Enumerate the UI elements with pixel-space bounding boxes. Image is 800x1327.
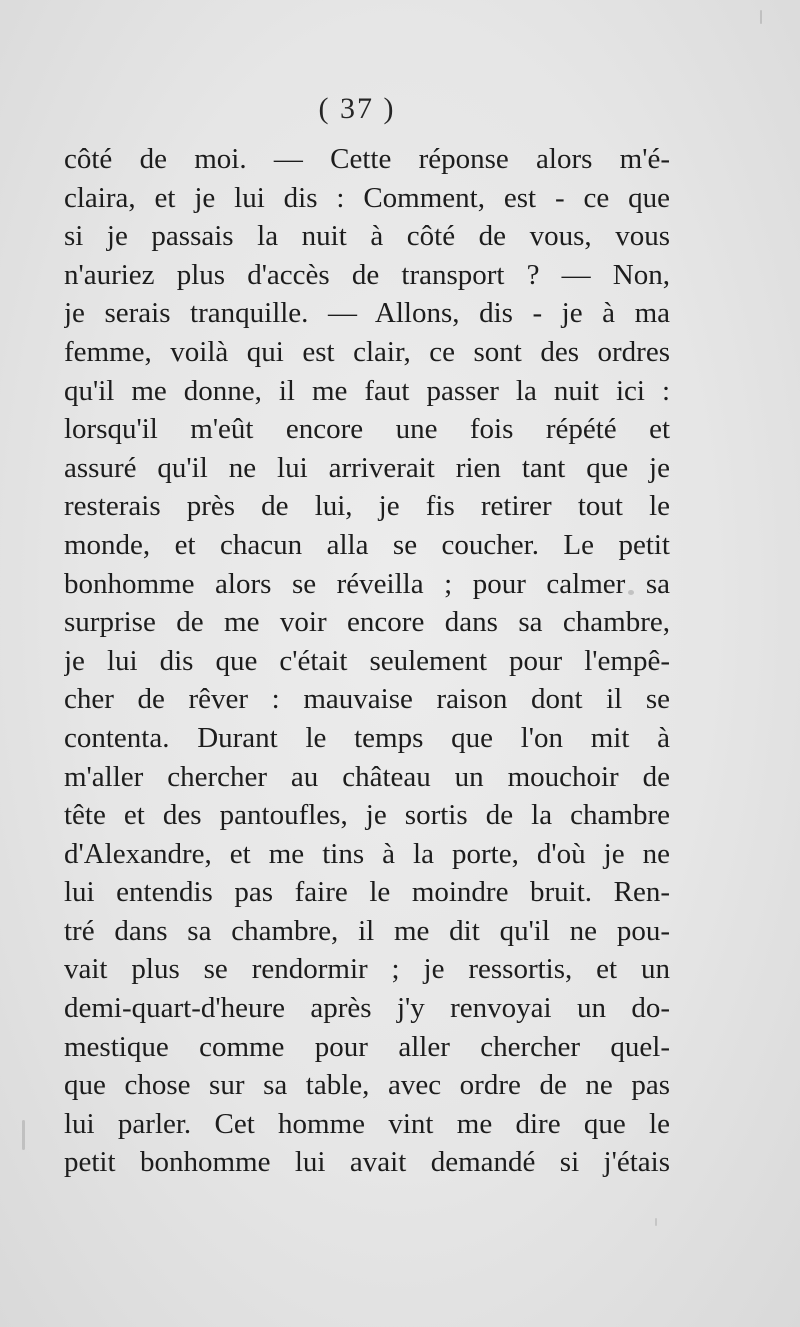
text-line: que chose sur sa table, avec ordre de ne pas: [64, 1069, 670, 1102]
paper-speck: [655, 1218, 657, 1226]
text-line: petit bonhomme lui avait demandé si j'étais: [64, 1146, 670, 1179]
text-line: je lui dis que c'était seulement pour l'empê-: [64, 644, 670, 677]
text-line: monde, et chacun alla se coucher. Le petit: [64, 528, 670, 561]
text-line: claira, et je lui dis : Comment, est - ce que: [64, 181, 670, 214]
text-line: lui entendis pas faire le moindre bruit. Ren-: [64, 876, 670, 909]
text-line: lorsqu'il m'eût encore une fois répété et: [64, 413, 670, 446]
text-line: qu'il me donne, il me faut passer la nuit ici :: [64, 374, 670, 407]
text-line: m'aller chercher au château un mouchoir de: [64, 760, 670, 793]
text-line: n'auriez plus d'accès de transport ? — Non,: [64, 258, 670, 291]
body-text: [64, 140, 670, 1182]
page-number: ( 37 ): [318, 92, 396, 125]
paper-speck: [22, 1120, 25, 1150]
paper-speck: [628, 590, 634, 595]
text-line: surprise de me voir encore dans sa chambre,: [64, 606, 670, 639]
text-line: tré dans sa chambre, il me dit qu'il ne pou-: [64, 914, 670, 947]
paper-speck: [760, 10, 762, 24]
text-line: cher de rêver : mauvaise raison dont il se: [64, 683, 670, 716]
text-line: assuré qu'il ne lui arriverait rien tant que je: [64, 451, 670, 484]
text-line: tête et des pantoufles, je sortis de la chambre: [64, 799, 670, 832]
text-line: bonhomme alors se réveilla ; pour calmer sa: [64, 567, 670, 600]
text-line: je serais tranquille. — Allons, dis - je à ma: [64, 297, 670, 330]
text-line: mestique comme pour aller chercher quel-: [64, 1030, 670, 1063]
text-line: vait plus se rendormir ; je ressortis, et un: [64, 953, 670, 986]
text-line: lui parler. Cet homme vint me dire que le: [64, 1107, 670, 1140]
text-line: côté de moi. — Cette réponse alors m'é-: [64, 143, 670, 175]
text-line: contenta. Durant le temps que l'on mit à: [64, 721, 670, 754]
text-line: d'Alexandre, et me tins à la porte, d'où je ne: [64, 837, 670, 870]
text-line: resterais près de lui, je fis retirer tout le: [64, 490, 670, 523]
text-line: femme, voilà qui est clair, ce sont des ordres: [64, 335, 670, 368]
text-line: demi-quart-d'heure après j'y renvoyai un do-: [64, 992, 670, 1025]
text-line: si je passais la nuit à côté de vous, vous: [64, 220, 670, 253]
